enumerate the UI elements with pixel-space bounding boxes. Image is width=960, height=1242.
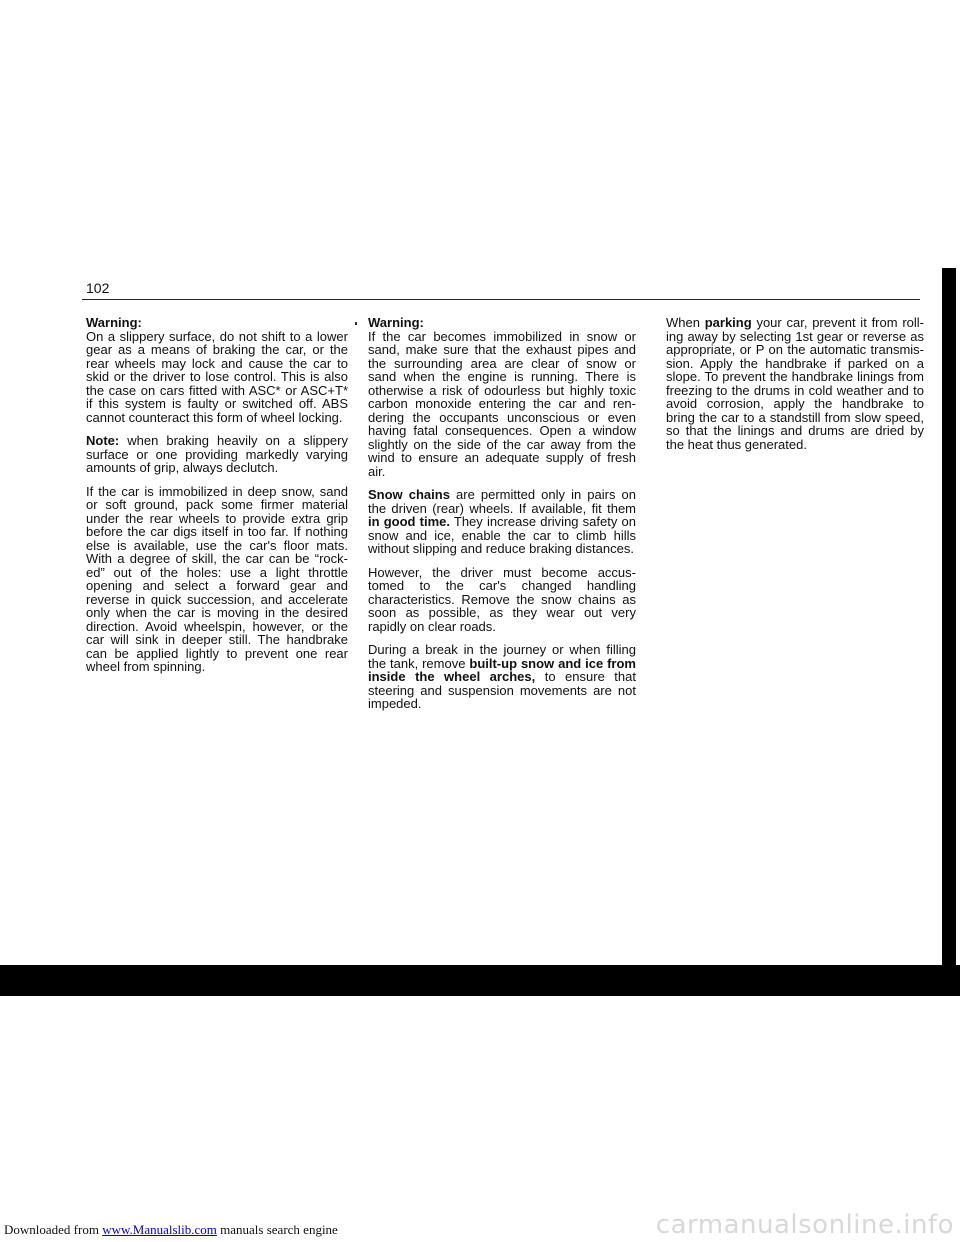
bottom-black-band	[0, 965, 960, 996]
manualslib-link[interactable]: www.Manualslib.com	[102, 1222, 217, 1237]
note-label: Note:	[86, 433, 120, 448]
snow-chains-label: Snow chains	[368, 487, 450, 502]
right-column	[666, 316, 924, 461]
note-paragraph	[86, 434, 348, 475]
footer-prefix: Downloaded from	[4, 1222, 103, 1237]
note-text: when braking heavily on a slippery surface or one providing markedly varying amounts of grip, always declutch.	[86, 433, 348, 475]
page-number: 102	[86, 280, 110, 296]
journey-break-text: During a break in the journey or when filling the tank, remove	[368, 642, 636, 671]
warning-title: Warning:	[368, 315, 424, 330]
snow-chains-text: are permitted only in pairs on the driven (rear) wheels. If available, fit them	[368, 487, 636, 516]
parking-bold: parking	[704, 315, 752, 330]
watermark: carmanualsonline.info	[655, 1210, 954, 1240]
journey-break-bold: built-up snow and ice from inside the wheel arches,	[368, 655, 636, 684]
snow-chains-text-2: They increase driving safety on snow and ice, enable the car to climb hills without slipping and reduce braking distances.	[368, 514, 636, 556]
warning-title: Warning:	[86, 315, 142, 330]
right-edge-bar	[942, 268, 956, 968]
warning-paragraph-left	[86, 316, 348, 424]
snow-chains-bold: in good time.	[368, 514, 450, 529]
parking-text-2: your car, prevent it from roll-ing away by selecting 1st gear or reverse as appropriate, or P on the automatic transmis-sion. Apply the handbrake if parked on a slope. To prevent the handbrake linings from freezing to the drums in cold weather and to avoid corrosion, apply the handbrake to bring the car to a standstill from slow speed, so that the linings and drums are dried by the heat thus generated.	[666, 315, 924, 452]
warning-paragraph-middle	[368, 316, 636, 478]
snow-chains-paragraph	[368, 488, 636, 556]
warning-text: If the car becomes immobilized in snow or sand, make sure that the exhaust pipes and the surrounding area are clear of snow or sand when the engine is running. There is otherwise a risk of odourless but highly toxic carbon monoxide entering the car and ren-dering the occupants unconscious or even having fatal consequences. Open a window slightly on the side of the car away from the wind to ensure an adequate supply of fresh air.	[368, 328, 636, 479]
margin-tick-mark	[355, 322, 357, 325]
journey-break-paragraph	[368, 643, 636, 711]
accustomed-paragraph: However, the driver must become accus-tomed to the car's changed handling characteristics. Remove the snow chains as soon as possible, as they wear out very rapidly on clear roads.	[368, 564, 636, 634]
parking-text: When	[666, 315, 705, 330]
download-footer	[4, 1222, 338, 1238]
middle-column	[368, 316, 636, 721]
left-column	[86, 316, 348, 684]
journey-break-text-2: to ensure that steering and suspension movements are not impeded.	[368, 669, 636, 711]
header-rule	[82, 299, 920, 300]
footer-suffix: manuals search engine	[216, 1222, 338, 1237]
immobilized-paragraph: If the car is immobilized in deep snow, sand or soft ground, pack some firmer material under the rear wheels to provide extra grip before the car digs itself in too far. If nothing else is available, use the car's floor mats. With a degree of skill, the car can be “rock-ed” out of the holes: use a light throttle opening and select a forward gear and reverse in quick succession, and accelerate only when the car is moving in the desired direction. Avoid wheelspin, however, or the car will sink in deeper still. The handbrake can be applied lightly to prevent one rear wheel from spinning.	[86, 483, 348, 674]
warning-text: On a slippery surface, do not shift to a lower gear as a means of braking the car, or the rear wheels may lock and cause the car to skid or the driver to lose control. This is also the case on cars fitted with ASC* or ASC+T* if this system is faulty or switched off. ABS cannot counteract this form of wheel locking.	[86, 328, 348, 425]
parking-paragraph	[666, 316, 924, 451]
